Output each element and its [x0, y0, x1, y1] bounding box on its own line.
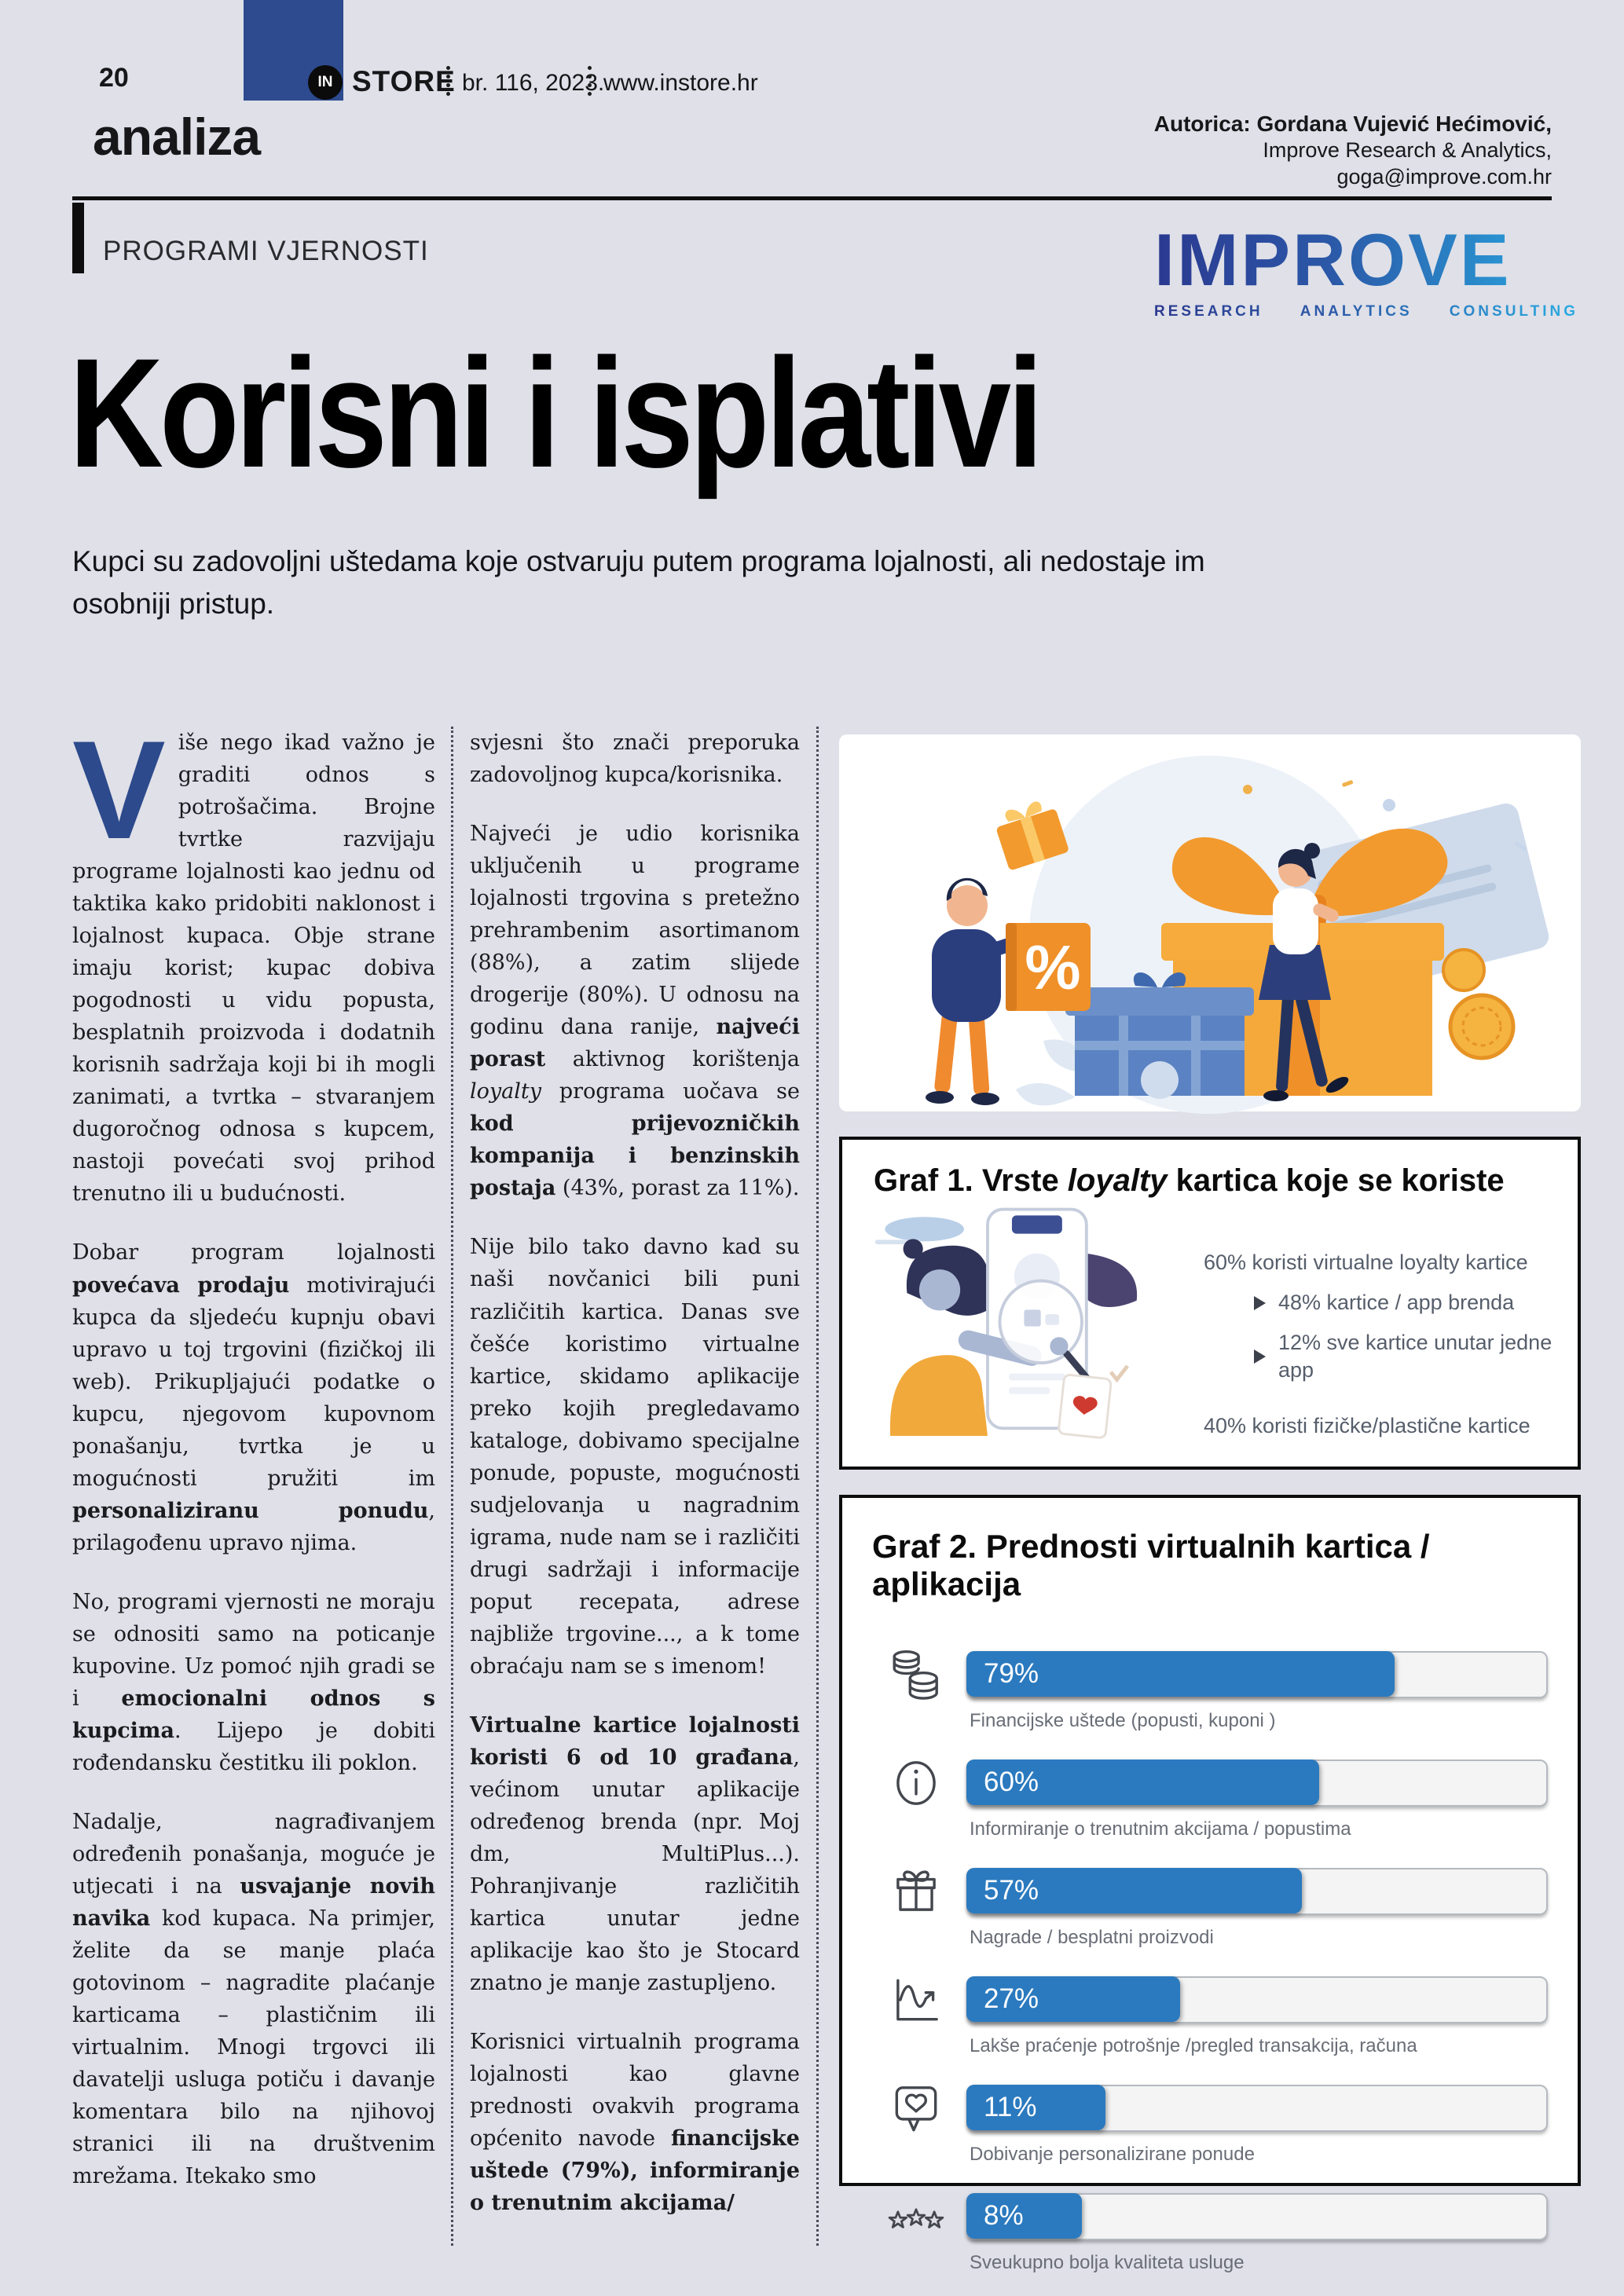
improve-tagline-word: ANALYTICS	[1300, 303, 1413, 320]
graf2-bar-row	[866, 1862, 1554, 1963]
bar-category-label: Financijske uštede (popusti, kuponi )	[970, 1710, 1276, 1731]
graf1-panel	[839, 1137, 1581, 1470]
improve-logo	[1154, 218, 1578, 320]
article-column-2	[451, 727, 819, 2246]
instore-store-logo: STORE	[352, 65, 456, 97]
arrow-bullet-icon	[1254, 1349, 1266, 1364]
graf1-stat-line: 60% koristi virtualne loyalty kartice	[1204, 1251, 1528, 1274]
graf2-bar-row	[866, 2079, 1554, 2180]
graf1-substat-line: 48% kartice / app brenda	[1254, 1289, 1554, 1316]
bar-fill	[966, 1760, 1319, 1805]
bar-value-label: 60%	[984, 1767, 1039, 1797]
gifts-illustration-svg	[839, 734, 1581, 1111]
body-paragraph: Korisnici virtualnih programa lojalnosti kao glavne prednosti ovakvih programa općenito navode financijske uštede (79%), informiranje o trenutnim akcijama/	[470, 2030, 800, 2216]
arrow-bullet-icon	[1254, 1296, 1266, 1310]
bar-value-label: 8%	[984, 2200, 1024, 2231]
graf1-substat-line: 12% sve kartice unutar jedne app	[1254, 1329, 1554, 1384]
graf2-bar-row	[866, 1646, 1554, 1746]
stars-icon	[866, 2188, 966, 2246]
headline: Korisni i isplativi	[69, 326, 1040, 500]
svg-text:%: %	[1025, 932, 1081, 1002]
bar-track	[966, 2085, 1548, 2132]
author-org: Improve Research & Analytics,	[1263, 138, 1552, 162]
bar-track	[966, 1651, 1548, 1698]
bar-track	[966, 1976, 1548, 2023]
bar-category-label: Sveukupno bolja kvaliteta usluge	[970, 2252, 1245, 2273]
issue-number: br. 116, 2023.	[462, 70, 605, 96]
body-paragraph: svjesni što znači preporuka zadovoljnog kupca/korisnika.	[470, 731, 800, 788]
bar-fill	[966, 1868, 1302, 1913]
masthead-divider	[446, 66, 450, 96]
graf2-panel	[839, 1495, 1581, 2273]
loyalty-card-heart	[1058, 1375, 1112, 1438]
bar-category-label: Dobivanje personalizirane ponude	[970, 2144, 1255, 2165]
graf2-bar-row	[866, 1754, 1554, 1855]
body-paragraph: No, programi vjernosti ne moraju se odnositi samo na poticanje kupovine. Uz pomoć njih gradi se i emocionalni odnos s kupcima. Lijepo je dobiti rođendansku čestitku ili poklon.	[72, 1589, 435, 1775]
graf2-bar-row	[866, 1971, 1554, 2071]
phone-search-illustration	[866, 1200, 1204, 1440]
graf2-bar-row	[866, 2188, 1554, 2288]
website-url: www.instore.hr	[603, 70, 758, 96]
magnifier-icon	[999, 1281, 1082, 1364]
graf1-stats	[1204, 1249, 1554, 1440]
gift-icon	[866, 1862, 966, 1921]
masthead-divider	[588, 66, 592, 96]
author-name: Autorica: Gordana Vujević Hećimović,	[1153, 112, 1552, 136]
right-rail	[839, 734, 1581, 2273]
gifts-illustration	[839, 734, 1581, 1111]
kicker-label: PROGRAMI VJERNOSTI	[103, 236, 429, 266]
bar-category-label: Nagrade / besplatni proizvodi	[970, 1927, 1214, 1948]
drop-cap: V	[72, 712, 166, 868]
bar-value-label: 57%	[984, 1875, 1039, 1906]
bar-value-label: 79%	[984, 1658, 1039, 1689]
instore-in-logo: IN	[308, 65, 343, 100]
kicker-bar	[72, 203, 84, 273]
bar-track	[966, 1760, 1548, 1807]
article-body	[72, 712, 833, 2246]
body-paragraph: Najveći je udio korisnika uključenih u programe lojalnosti trgovina s pretežno prehrambenim asortimanom (88%), a zatim slijede drogerije (80%). U odnosu na godinu dana ranije, najveći porast aktivnog korištenja loyalty programa uočava se kod prijevozničkih kompanija i benzinskih postaja (43%, porast za 11%).	[470, 822, 800, 1201]
improve-tagline-word: CONSULTING	[1449, 303, 1578, 320]
graf2-chart	[866, 1646, 1554, 2288]
author-email: goga@improve.com.hr	[1336, 164, 1552, 189]
coins-icon	[866, 1646, 966, 1704]
info-icon	[866, 1754, 966, 1812]
feedback-heart-icon	[866, 2079, 966, 2137]
body-paragraph: Nadalje, nagrađivanjem određenih ponašanja, moguće je utjecati i na usvajanje novih navika kod kupaca. Na primjer, želite da se manje plaća gotovinom – nagradite plaćanje karticama – plastičnim ili virtualnim. Mnogi trgovci ili davatelji usluga potiču i davanje komentara bilo na njihovoj stranici ili na društvenim mrežama. Itekako smo	[72, 1809, 435, 2189]
bar-fill	[966, 2193, 1082, 2239]
article-column-1	[72, 712, 435, 2246]
bar-value-label: 27%	[984, 1983, 1039, 2014]
improve-wordmark: IMPROVE	[1154, 223, 1578, 297]
page-number: 20	[99, 63, 129, 93]
bar-fill	[966, 2085, 1105, 2130]
graf1-stat-line: 40% koristi fizičke/plastične kartice	[1204, 1414, 1531, 1438]
body-paragraph: Više nego ikad važno je graditi odnos s potrošačima. Brojne tvrtke razvijaju programe lojalnosti kao jednu od taktika kako pridobiti naklonost i lojalnost kupaca. Obje strane imaju korist; kupac dobiva pogodnosti u vidu popusta, besplatnih proizvoda i dodatnih korisnih sadržaja koji bi ih mogli zanimati, a tvrtka – stvaranjem dugoročnog odnosa s kupcem, nastoji povećati svoj prihod trenutno ili u budućnosti.	[72, 712, 435, 1207]
bar-category-label: Informiranje o trenutnim akcijama / popustima	[970, 1818, 1351, 1840]
blue-gift	[1065, 972, 1254, 1099]
body-paragraph: Dobar program lojalnosti povećava prodaju motivirajući kupca da sljedeću kupnju obavi upravo u toj trgovini (fizičkoj ili web). Prikupljajući podatke o kupcu, njegovom kupovnom ponašanju, tvrtka je u mogućnosti pružiti im personaliziranu ponudu, prilagođenu upravo njima.	[72, 1240, 435, 1555]
graf2-title: Graf 2. Prednosti virtualnih kartica / aplikacija	[872, 1528, 1430, 1602]
bar-value-label: 11%	[984, 2092, 1037, 2122]
bar-fill	[966, 1976, 1180, 2022]
chart-line-icon	[866, 1971, 966, 2029]
bar-track	[966, 1868, 1548, 1915]
top-rule	[72, 196, 1552, 200]
bar-fill	[966, 1651, 1395, 1697]
lede: Kupci su zadovoljni uštedama koje ostvaruju putem programa lojalnosti, ali nedostaje im osobniji pristup.	[72, 545, 1205, 620]
graf1-title: Graf 1. Vrste loyalty kartica koje se koriste	[874, 1163, 1505, 1198]
body-paragraph: Nije bilo tako davno kad su naši novčanici bili puni različitih kartica. Danas sve češće koristimo virtualne kartice, skidamo aplikacije preko kojih pregledavamo kataloge, dobivamo specijalne ponude, popuste, mogućnosti sudjelovanja u nagradnim igrama, nude nam se i različiti drugi sadržaji i informacije poput recepata, adrese najbliže trgovine..., a k tome obraćaju nam se s imenom!	[470, 1235, 800, 1679]
percent-sign-board	[1006, 923, 1091, 1011]
author-block	[1154, 110, 1552, 191]
bar-track	[966, 2193, 1548, 2240]
section-title: analiza	[93, 108, 261, 166]
improve-tagline	[1154, 303, 1578, 320]
kicker	[72, 203, 429, 273]
improve-tagline-word: RESEARCH	[1154, 303, 1263, 320]
body-paragraph: Virtualne kartice lojalnosti koristi 6 od 10 građana, većinom unutar aplikacije određenog brenda (npr. Moj dm, MultiPlus...). Pohranjivanje različitih kartica unutar jedne aplikacije kao što je Stocard znatno je manje zastupljeno.	[470, 1712, 800, 1996]
bar-category-label: Lakše praćenje potrošnje /pregled transakcija, računa	[970, 2035, 1417, 2056]
